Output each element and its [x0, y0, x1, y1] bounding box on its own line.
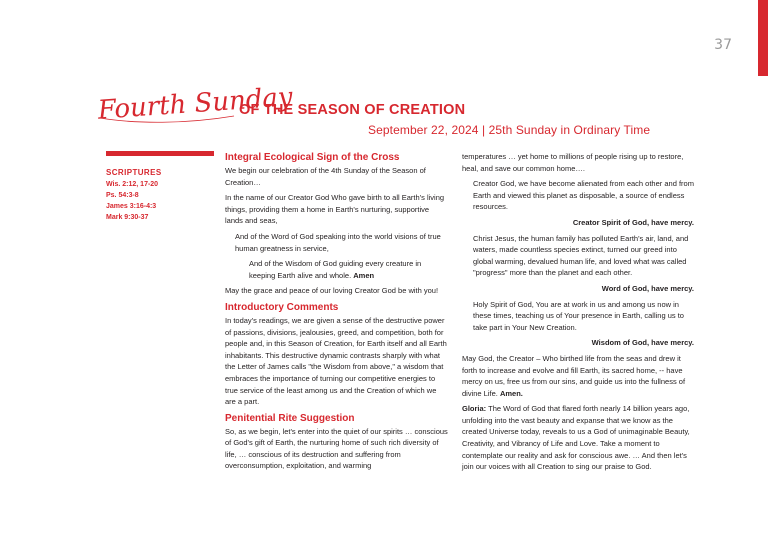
- amen-text: Amen: [353, 270, 375, 280]
- gloria-text: Gloria: The Word of God that flared forth nearly 14 billion years ago, unfolding into the vast beauty and expanse that we know as the created Universe today, reveals to us a God of unimaginable Beauty, Creativity, and Vibrancy of Life and Love. Take a moment to contemplate our reality and ask for conscious awe. … And then let's join our voices with all Creation to sing our praise to God.: [462, 404, 690, 472]
- reading-item: Ps. 54:3-8: [106, 192, 139, 199]
- penitential-text: So, as we begin, let's enter into the quiet of our spirits … conscious of God's gift of Earth, the nurturing home of such rich diversity of life, … conscious of its destruction and suffering from overconsumption, exploitation, and warming: [225, 426, 448, 471]
- sign-creator: In the name of our Creator God Who gave birth to all Earth's living things, providing them a home in Earth's nurturing, supportive lands and seas,: [225, 193, 445, 226]
- invocation-creator: Creator God, we have become alienated from each other and from Earth and viewed this planet as disposable, a source of endless resources.: [473, 179, 694, 212]
- amen-text: Amen.: [499, 388, 523, 398]
- sign-grace: May the grace and peace of our loving Creator God be with you!: [225, 286, 439, 296]
- column-left: [225, 151, 449, 476]
- response-wisdom: Wisdom of God, have mercy.: [591, 338, 694, 348]
- scriptures-sidebar: [106, 168, 162, 223]
- reading-item: James 3:16-4:3: [106, 203, 157, 210]
- sign-wisdom: And of the Wisdom of God guiding every creature in keeping Earth alive and whole. Amen: [249, 259, 422, 280]
- page-subtitle: September 22, 2024 | 25th Sunday in Ordinary Time: [368, 123, 651, 137]
- page-title: OF THE SEASON OF CREATION: [239, 102, 466, 118]
- section-heading-intro: Introductory Comments: [225, 301, 339, 313]
- gloria-label: Gloria:: [462, 404, 487, 414]
- reading-item: Mark 9:30-37: [106, 214, 149, 221]
- intro-text: In today's readings, we are given a sense of the destructive power of passions, divisions, jealousies, greed, and competition, both for people and, in this Season of Creation, for Earth itself and all Earth inhabitants. This destructive dynamic contrasts sharply with what the Letter of James calls "the Wisdom from above," a wisdom that embraces the importance of turning our competitive energies to true service of the least among us and the Creation of which we are a part.: [225, 315, 447, 407]
- sidebar-red-rule: [106, 151, 214, 156]
- absolution-text: May God, the Creator – Who birthed life from the seas and drew it forth to increase and evolve and fill Earth, its sacred home, -- have mercy on us, free us from our sins, and guide us into the fullness of divine Life. Amen.: [462, 353, 686, 398]
- page-number: 37: [714, 37, 732, 53]
- reading-item: Wis. 2:12, 17-20: [106, 181, 159, 188]
- page-edge-red-tab: [758, 0, 768, 76]
- invocation-christ: Christ Jesus, the human family has polluted Earth's air, land, and waters, made countless species extinct, turned our greed into global warming, devalued human life, and loved what was called "progress" more than the planet and each other.: [473, 233, 689, 278]
- sign-intro: We begin our celebration of the 4th Sunday of the Season of Creation…: [225, 166, 426, 187]
- invocation-spirit: Holy Spirit of God, You are at work in us and among us now in these times, teaching us of Your presence in Earth, calling us to take part in Your New Creation.: [473, 299, 684, 332]
- script-title-logo: [96, 80, 294, 128]
- section-heading-sign: Integral Ecological Sign of the Cross: [225, 152, 400, 163]
- response-creator: Creator Spirit of God, have mercy.: [572, 217, 694, 227]
- svg-text:Fourth Sunday: Fourth Sunday: [96, 82, 294, 126]
- penitential-text-continued: temperatures … yet home to millions of people rising up to restore, heal, and save our common home….: [462, 152, 684, 173]
- response-word: Word of God, have mercy.: [601, 283, 694, 293]
- sign-word: And of the Word of God speaking into the world visions of true human greatness in service,: [235, 231, 441, 253]
- column-right: [462, 151, 694, 477]
- scriptures-heading: SCRIPTURES: [106, 168, 162, 177]
- section-heading-penitential: Penitential Rite Suggestion: [225, 412, 355, 424]
